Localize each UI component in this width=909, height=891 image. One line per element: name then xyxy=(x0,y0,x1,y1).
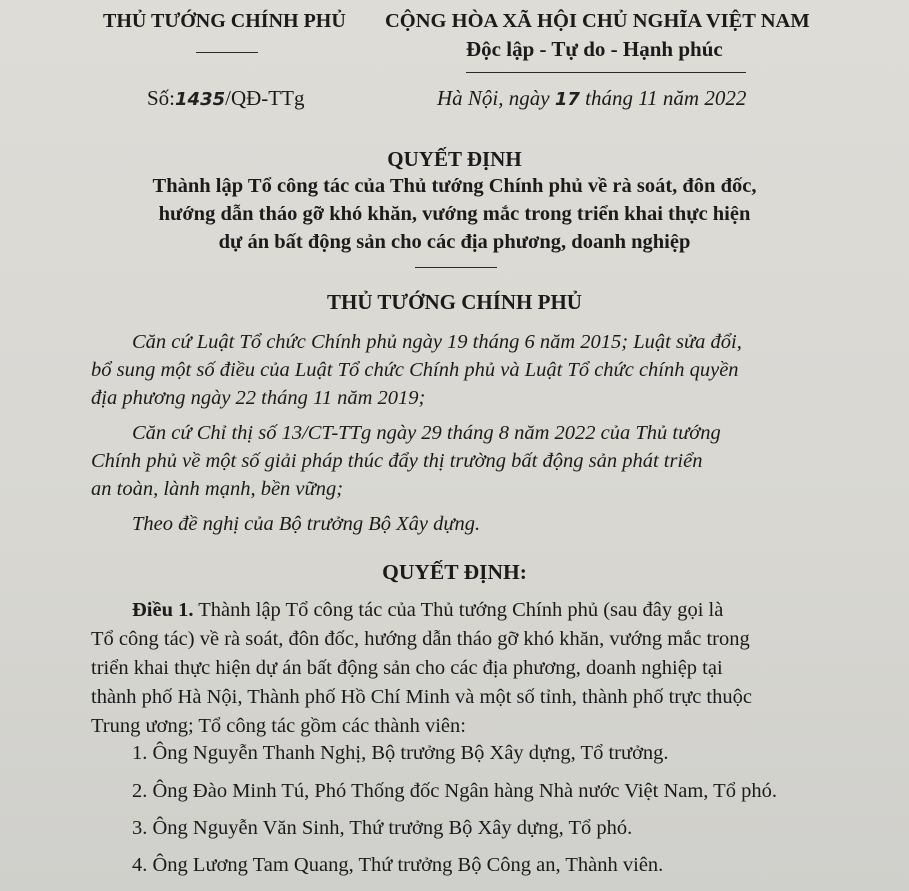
motto-underline xyxy=(466,72,746,73)
preamble-1-line-1: Căn cứ Luật Tổ chức Chính phủ ngày 19 tháng 6 năm 2015; Luật sửa đổi, xyxy=(132,331,742,353)
member-1: 1. Ông Nguyễn Thanh Nghị, Bộ trưởng Bộ Xây dựng, Tổ trưởng. xyxy=(132,742,669,764)
article-1-line-1 xyxy=(132,599,723,622)
article-1-label: Điều 1. xyxy=(132,599,194,621)
subtitle-line-3: dự án bất động sản cho các địa phương, doanh nghiệp xyxy=(218,231,691,253)
national-motto: Độc lập - Tự do - Hạnh phúc xyxy=(466,37,723,61)
issuing-authority: THỦ TƯỚNG CHÍNH PHỦ xyxy=(327,290,582,314)
title-underline xyxy=(415,267,497,268)
article-1-line-2: Tổ công tác) về rà soát, đôn đốc, hướng dẫn tháo gỡ khó khăn, vướng mắc trong xyxy=(91,628,750,650)
number-prefix: Số: xyxy=(147,86,176,110)
article-1-line-4: thành phố Hà Nội, Thành phố Hồ Chí Minh và một số tỉnh, thành phố trực thuộc xyxy=(91,686,752,708)
preamble-1-line-3: địa phương ngày 22 tháng 11 năm 2019; xyxy=(91,387,426,409)
date-suffix: tháng 11 năm 2022 xyxy=(585,86,747,110)
handwritten-day: 17 xyxy=(554,89,580,110)
preamble-3-line-1: Theo đề nghị của Bộ trưởng Bộ Xây dựng. xyxy=(132,513,481,535)
subtitle-line-1: Thành lập Tổ công tác của Thủ tướng Chính phủ về rà soát, đôn đốc, xyxy=(152,175,757,197)
preamble-1-line-2: bổ sung một số điều của Luật Tổ chức Chính phủ và Luật Tổ chức chính quyền xyxy=(91,359,739,381)
issuing-agency: THỦ TƯỚNG CHÍNH PHỦ xyxy=(103,10,346,32)
number-suffix: /QĐ-TTg xyxy=(225,86,305,110)
member-2: 2. Ông Đào Minh Tú, Phó Thống đốc Ngân hàng Nhà nước Việt Nam, Tổ phó. xyxy=(132,780,777,802)
agency-underline xyxy=(196,52,258,53)
member-3: 3. Ông Nguyễn Văn Sinh, Thứ trưởng Bộ Xây dựng, Tổ phó. xyxy=(132,817,633,839)
member-4: 4. Ông Lương Tam Quang, Thứ trưởng Bộ Công an, Thành viên. xyxy=(132,854,664,876)
article-1-line-3: triển khai thực hiện dự án bất động sản cho các địa phương, doanh nghiệp tại xyxy=(91,657,723,679)
article-1-line-5: Trung ương; Tổ công tác gồm các thành viên: xyxy=(91,715,466,737)
date-prefix: Hà Nội, ngày xyxy=(437,86,550,110)
decision-heading: QUYẾT ĐỊNH: xyxy=(382,560,527,584)
article-1-text-1: Thành lập Tổ công tác của Thủ tướng Chính phủ (sau đây gọi là xyxy=(198,599,724,621)
preamble-2-line-1: Căn cứ Chỉ thị số 13/CT-TTg ngày 29 tháng 8 năm 2022 của Thủ tướng xyxy=(132,422,721,444)
document-type-heading: QUYẾT ĐỊNH xyxy=(387,147,522,171)
document-number xyxy=(147,86,304,111)
preamble-2-line-2: Chính phủ về một số giải pháp thúc đẩy thị trường bất động sản phát triển xyxy=(91,450,703,472)
subtitle-line-2: hướng dẫn tháo gỡ khó khăn, vướng mắc trong triển khai thực hiện xyxy=(158,203,751,225)
handwritten-number: 1435 xyxy=(175,89,226,110)
preamble-2-line-3: an toàn, lành mạnh, bền vững; xyxy=(91,478,344,500)
country-name: CỘNG HÒA XÃ HỘI CHỦ NGHĨA VIỆT NAM xyxy=(385,10,810,32)
issue-date xyxy=(437,86,746,111)
